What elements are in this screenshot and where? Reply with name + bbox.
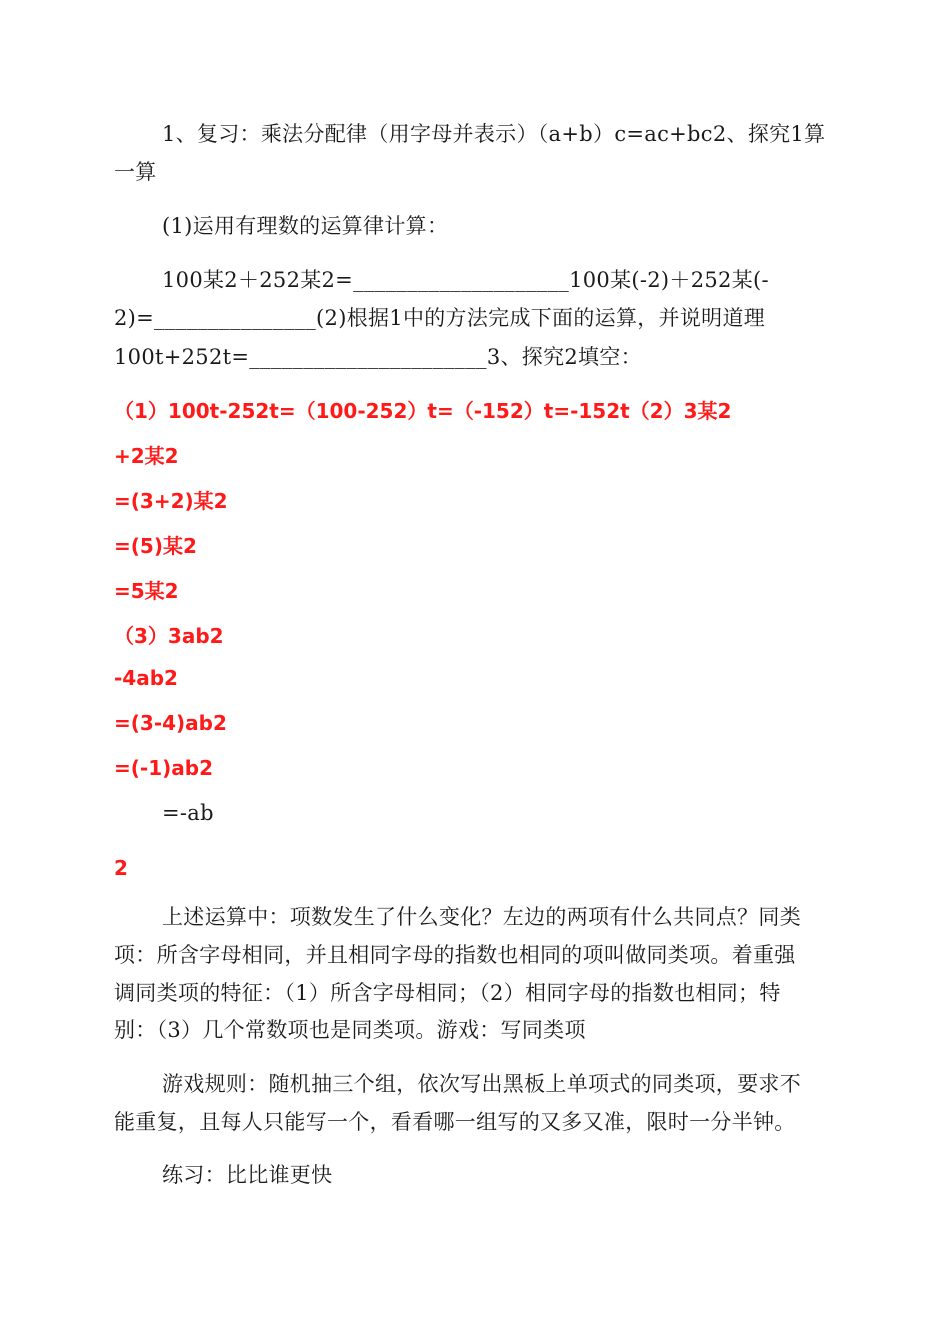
red-calc-line-4: =(5)某2 bbox=[114, 534, 197, 558]
red-calc-line-8: =(3-4)ab2 bbox=[114, 711, 227, 735]
like-terms-line-3: 调同类项的特征：（1）所含字母相同；（2）相同字母的指数也相同；特 bbox=[114, 981, 781, 1005]
red-calc-line-5: =5某2 bbox=[114, 579, 179, 603]
subheading-rational-laws: (1)运用有理数的运算律计算： bbox=[162, 214, 449, 238]
red-calc-line-7: -4ab2 bbox=[114, 666, 178, 690]
like-terms-line-4: 别：（3）几个常数项也是同类项。游戏：写同类项 bbox=[114, 1018, 586, 1042]
review-line-1: 1、复习：乘法分配律（用字母并表示）（a+b）c=ac+bc2、探究1算 bbox=[162, 122, 826, 146]
review-line-2: 一算 bbox=[114, 160, 157, 184]
exercise-line-2: 2)=_______________(2)根据1中的方法完成下面的运算，并说明道理 bbox=[114, 306, 766, 330]
exercise-line-1: 100某2＋252某2=____________________100某(-2)＋252某(- bbox=[162, 268, 769, 292]
red-calc-line-2: +2某2 bbox=[114, 444, 179, 468]
red-calc-line-6: （3）3ab2 bbox=[114, 624, 224, 648]
exercise-line-3: 100t+252t=______________________3、探究2填空： bbox=[114, 345, 642, 369]
practice-heading: 练习：比比谁更快 bbox=[162, 1163, 333, 1187]
like-terms-line-2: 项：所含字母相同，并且相同字母的指数也相同的项叫做同类项。着重强 bbox=[114, 943, 796, 967]
red-calc-line-9: =(-1)ab2 bbox=[114, 756, 213, 780]
red-calc-line-3: =(3+2)某2 bbox=[114, 489, 228, 513]
game-rules-line-1: 游戏规则：随机抽三个组，依次写出黑板上单项式的同类项，要求不 bbox=[162, 1072, 801, 1096]
red-calc-line-1: （1）100t-252t=（100-252）t=（-152）t=-152t（2）3某2 bbox=[114, 399, 732, 423]
like-terms-line-1: 上述运算中：项数发生了什么变化？左边的两项有什么共同点？同类 bbox=[162, 905, 801, 929]
game-rules-line-2: 能重复，且每人只能写一个，看看哪一组写的又多又准，限时一分半钟。 bbox=[114, 1110, 796, 1134]
result-line: =-ab bbox=[162, 801, 214, 825]
red-calc-line-10: 2 bbox=[114, 856, 128, 880]
